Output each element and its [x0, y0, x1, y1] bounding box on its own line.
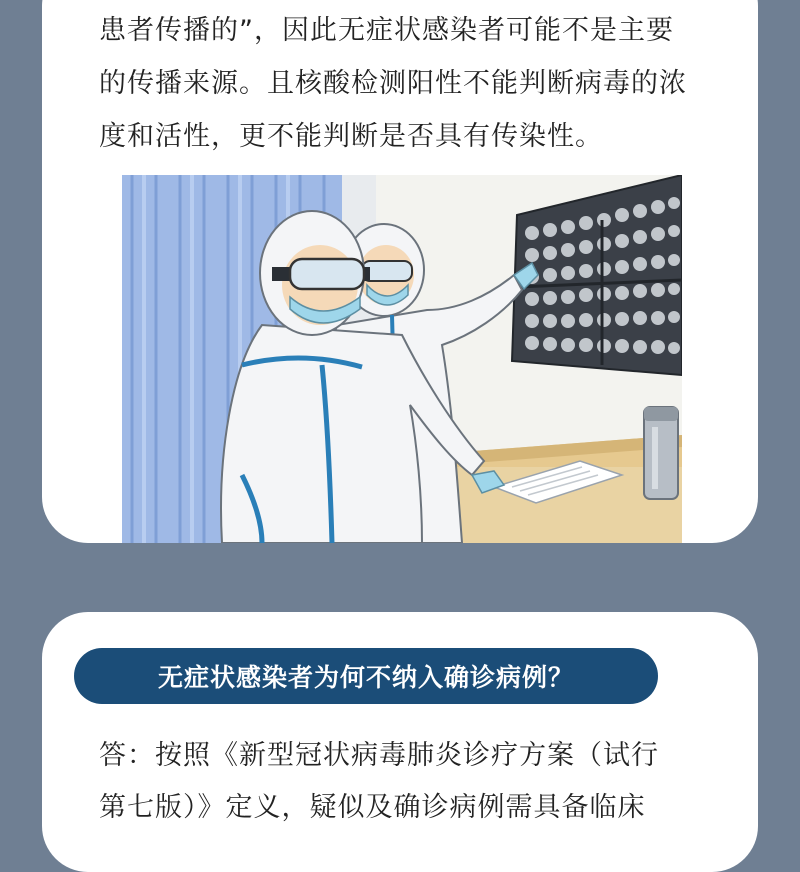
content-card-bottom [42, 612, 758, 872]
thermos-bottle [644, 407, 678, 499]
illustration-doctors-ct-review [122, 175, 682, 543]
question-heading: 无症状感染者为何不纳入确诊病例？ [74, 648, 658, 704]
explanation-paragraph: 患者传播的”，因此无症状感染者可能不是主要 的传播来源。且核酸检测阳性不能判断病毒的浓 度和活性，更不能判断是否具有传染性。 [99, 15, 687, 152]
answer-paragraph: 答：按照《新型冠状病毒肺炎诊疗方案（试行 第七版）》定义，疑似及确诊病例需具备临床 [99, 740, 659, 823]
content-card-top [42, 0, 758, 543]
